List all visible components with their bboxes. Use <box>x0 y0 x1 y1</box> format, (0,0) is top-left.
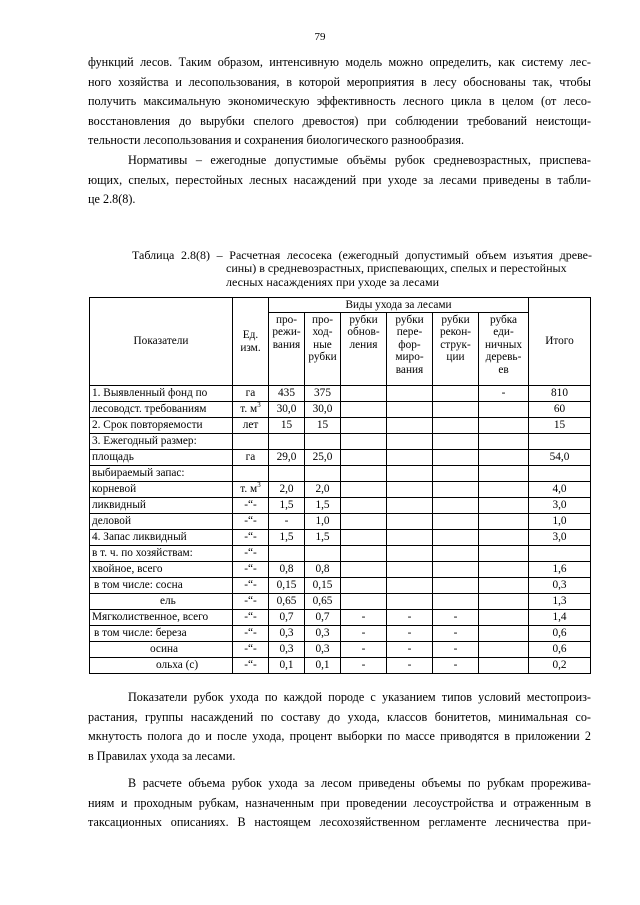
row-unit <box>233 514 269 530</box>
unit-text: -“- <box>244 595 257 608</box>
row-unit <box>233 546 269 562</box>
row-indicator: ликвидный <box>90 498 233 514</box>
unit-text: -“- <box>244 627 257 640</box>
text-line: восстановления до вырубки спелого древостоя) при соблюдении требований неистощи- <box>88 113 591 128</box>
row-value <box>479 514 529 530</box>
row-value <box>341 530 387 546</box>
header-total: Итого <box>529 298 591 386</box>
row-total <box>529 434 591 450</box>
table-row <box>90 434 591 450</box>
table-caption <box>132 249 592 289</box>
row-unit <box>233 402 269 418</box>
row-indicator: Мягколиственное, всего <box>90 610 233 626</box>
text-line: тельности лесопользования и сохранения биологического разнообразия. <box>88 133 465 147</box>
row-value <box>387 386 433 402</box>
row-value: 0,3 <box>269 642 305 658</box>
header-col: рубки пере- фор- миро- вания <box>387 313 433 386</box>
header-indicators: Показатели <box>90 298 233 386</box>
row-indicator: 3. Ежегодный размер: <box>90 434 233 450</box>
row-value <box>479 594 529 610</box>
header-col: рубка еди- ничных деревь- ев <box>479 313 529 386</box>
row-value <box>387 402 433 418</box>
table-row <box>90 482 591 498</box>
row-value: 0,3 <box>269 626 305 642</box>
row-value <box>479 450 529 466</box>
row-value <box>479 642 529 658</box>
row-unit <box>233 434 269 450</box>
header-unit: Ед. изм. <box>233 298 269 386</box>
row-value <box>341 594 387 610</box>
unit-text: т. м <box>240 483 258 496</box>
row-value: - <box>479 386 529 402</box>
text-line: Нормативы – ежегодные допустимые объёмы рубок средневозрастных, приспева- <box>128 153 591 167</box>
row-value <box>341 386 387 402</box>
row-value <box>433 434 479 450</box>
row-value: 1,5 <box>269 530 305 546</box>
table-row <box>90 578 591 594</box>
row-value <box>479 418 529 434</box>
header-col: рубки рекон- струк- ции <box>433 313 479 386</box>
table-row <box>90 386 591 402</box>
row-value <box>479 562 529 578</box>
row-value <box>269 466 305 482</box>
row-value <box>387 562 433 578</box>
table-row <box>90 626 591 642</box>
unit-text: т. м <box>240 403 258 416</box>
row-total: 3,0 <box>529 530 591 546</box>
page-number: 79 <box>314 31 326 43</box>
text-line: це 2.8(8). <box>88 192 136 206</box>
row-total: 0,2 <box>529 658 591 674</box>
row-value <box>269 434 305 450</box>
row-value: - <box>387 642 433 658</box>
row-value: 0,1 <box>269 658 305 674</box>
row-value <box>479 498 529 514</box>
row-unit <box>233 626 269 642</box>
table-row <box>90 642 591 658</box>
table-row <box>90 562 591 578</box>
row-value: 0,8 <box>305 562 341 578</box>
row-value <box>341 546 387 562</box>
caption-line: Таблица 2.8(8) – Расчетная лесосека (ежегодный допустимый объем изъятия древе- <box>132 248 592 262</box>
row-value: - <box>433 658 479 674</box>
row-value: 0,7 <box>305 610 341 626</box>
table-row <box>90 658 591 674</box>
row-value <box>433 466 479 482</box>
row-total: 54,0 <box>529 450 591 466</box>
row-value <box>341 418 387 434</box>
row-value: 0,3 <box>305 626 341 642</box>
row-value: - <box>387 610 433 626</box>
row-value <box>387 594 433 610</box>
row-value: - <box>433 626 479 642</box>
row-value: 15 <box>305 418 341 434</box>
row-value <box>433 594 479 610</box>
row-indicator: хвойное, всего <box>90 562 233 578</box>
table-row <box>90 450 591 466</box>
row-value <box>479 626 529 642</box>
row-total: 0,3 <box>529 578 591 594</box>
table-row <box>90 610 591 626</box>
table-row <box>90 402 591 418</box>
unit-text: -“- <box>244 547 257 560</box>
row-total <box>529 546 591 562</box>
caption-line: лесных насаждениях при уходе за лесами <box>226 274 440 289</box>
row-unit <box>233 594 269 610</box>
row-value <box>387 482 433 498</box>
row-value <box>387 466 433 482</box>
row-value: 0,1 <box>305 658 341 674</box>
row-indicator: деловой <box>90 514 233 530</box>
row-total: 60 <box>529 402 591 418</box>
row-value: 1,5 <box>269 498 305 514</box>
row-value: 0,65 <box>305 594 341 610</box>
row-value <box>387 514 433 530</box>
row-value <box>433 562 479 578</box>
row-value <box>479 530 529 546</box>
row-total: 15 <box>529 418 591 434</box>
row-total: 0,6 <box>529 642 591 658</box>
table-row <box>90 418 591 434</box>
unit-superscript: 3 <box>257 401 261 410</box>
row-total <box>529 466 591 482</box>
row-value: 1,5 <box>305 530 341 546</box>
row-value <box>433 450 479 466</box>
row-total: 810 <box>529 386 591 402</box>
row-unit <box>233 530 269 546</box>
row-value: 29,0 <box>269 450 305 466</box>
row-value <box>341 466 387 482</box>
row-value: 0,8 <box>269 562 305 578</box>
table-row <box>90 530 591 546</box>
header-col: про- режи- вания <box>269 313 305 386</box>
table-row <box>90 498 591 514</box>
text-line: ющих, спелых, перестойных лесных насаждений при уходе за лесами приведены в табли- <box>88 172 591 187</box>
row-value <box>341 562 387 578</box>
row-value: 435 <box>269 386 305 402</box>
text-line: получить максимальную экономическую эффективность лесного цикла в целом (от лесо- <box>88 94 591 108</box>
row-indicator: ель <box>90 594 233 610</box>
unit-text: -“- <box>244 531 257 544</box>
row-total: 1,6 <box>529 562 591 578</box>
paragraph-appendix <box>88 688 591 766</box>
row-indicator: площадь <box>90 450 233 466</box>
text-line: в Правилах ухода за лесами. <box>88 748 236 763</box>
unit-text: -“- <box>244 643 257 656</box>
row-value <box>341 450 387 466</box>
row-value <box>341 498 387 514</box>
row-value <box>305 466 341 482</box>
unit-superscript: 3 <box>257 481 261 490</box>
row-unit <box>233 482 269 498</box>
row-value <box>433 514 479 530</box>
row-value <box>479 434 529 450</box>
row-value: 375 <box>305 386 341 402</box>
header-group: Виды ухода за лесами <box>269 298 529 313</box>
row-indicator: в т. ч. по хозяйствам: <box>90 546 233 562</box>
row-value: - <box>341 626 387 642</box>
text-line: Показатели рубок ухода по каждой породе с указанием типов условий местопроиз- <box>128 690 591 704</box>
row-value: 15 <box>269 418 305 434</box>
row-indicator: 2. Срок повторяемости <box>90 418 233 434</box>
header-col: рубки обнов- ления <box>341 313 387 386</box>
row-value: - <box>433 642 479 658</box>
unit-text: лет <box>242 419 259 432</box>
row-value <box>387 434 433 450</box>
header-col: про- ход- ные рубки <box>305 313 341 386</box>
row-value <box>305 546 341 562</box>
row-value <box>341 434 387 450</box>
row-unit <box>233 418 269 434</box>
row-unit <box>233 450 269 466</box>
table-row <box>90 466 591 482</box>
row-value <box>433 418 479 434</box>
row-value <box>387 498 433 514</box>
row-value <box>479 578 529 594</box>
row-value <box>433 498 479 514</box>
text-line: мкнутость полога до и после ухода, процент выборки по массе приводятся в приложении 2 <box>88 729 591 743</box>
row-value <box>387 578 433 594</box>
row-indicator: осина <box>90 642 233 658</box>
row-value <box>269 546 305 562</box>
text-line: ного хозяйства и лесопользования, в которой мероприятия в лесу обоснованы так, чтобы <box>88 74 591 89</box>
row-value <box>479 402 529 418</box>
row-value <box>387 450 433 466</box>
row-total: 1,3 <box>529 594 591 610</box>
text-line: функций лесов. Таким образом, интенсивную модель можно определить, как систему лес- <box>88 55 591 69</box>
table-header-row <box>90 298 591 313</box>
row-value: 25,0 <box>305 450 341 466</box>
row-value <box>479 466 529 482</box>
unit-text: -“- <box>244 563 257 576</box>
paragraph-calculation <box>88 774 591 833</box>
row-value <box>433 546 479 562</box>
row-value: 0,3 <box>305 642 341 658</box>
row-value: 1,5 <box>305 498 341 514</box>
row-value <box>305 434 341 450</box>
row-value: - <box>341 642 387 658</box>
row-unit <box>233 658 269 674</box>
row-value <box>479 658 529 674</box>
row-total: 1,4 <box>529 610 591 626</box>
text-line: ниям и проходным рубкам, назначенным при проведении лесоустройства и отраженным в <box>88 795 591 810</box>
row-value: 1,0 <box>305 514 341 530</box>
paragraph-intro <box>88 53 591 151</box>
unit-text: -“- <box>244 579 257 592</box>
row-indicator: ольха (с) <box>90 658 233 674</box>
row-value: 0,15 <box>269 578 305 594</box>
row-unit <box>233 642 269 658</box>
text-line: В расчете объема рубок ухода за лесом приведены объемы по рубкам прорежива- <box>128 776 591 790</box>
row-total: 3,0 <box>529 498 591 514</box>
paragraph-norms <box>88 151 591 210</box>
row-value <box>387 546 433 562</box>
row-value <box>341 578 387 594</box>
row-unit <box>233 562 269 578</box>
row-value <box>387 418 433 434</box>
table-row <box>90 546 591 562</box>
row-indicator: выбираемый запас: <box>90 466 233 482</box>
row-value: 30,0 <box>305 402 341 418</box>
unit-text: -“- <box>244 611 257 624</box>
unit-text: -“- <box>244 499 257 512</box>
row-value: 0,65 <box>269 594 305 610</box>
row-value: 2,0 <box>305 482 341 498</box>
table-row <box>90 514 591 530</box>
row-value: - <box>433 610 479 626</box>
row-value: 0,7 <box>269 610 305 626</box>
row-value: - <box>341 658 387 674</box>
row-value <box>341 514 387 530</box>
row-unit <box>233 386 269 402</box>
row-value: 2,0 <box>269 482 305 498</box>
row-value <box>433 482 479 498</box>
row-indicator: 4. Запас ликвидный <box>90 530 233 546</box>
unit-text: га <box>245 387 256 400</box>
row-value <box>479 610 529 626</box>
felling-table <box>89 297 591 674</box>
row-value <box>433 386 479 402</box>
row-value: - <box>387 658 433 674</box>
row-value: 30,0 <box>269 402 305 418</box>
row-indicator: в том числе: береза <box>90 626 233 642</box>
row-total: 4,0 <box>529 482 591 498</box>
row-value: - <box>387 626 433 642</box>
row-value: 0,15 <box>305 578 341 594</box>
row-unit <box>233 610 269 626</box>
row-value: - <box>269 514 305 530</box>
text-line: таксационных описаниях. В настоящем лесохозяйственном регламенте лесничества при- <box>88 815 591 829</box>
row-value <box>433 402 479 418</box>
unit-text: -“- <box>244 515 257 528</box>
row-value <box>433 578 479 594</box>
text-line: растания, группы насаждений по составу до ухода, классов бонитетов, минимальная со- <box>88 709 591 724</box>
row-unit <box>233 466 269 482</box>
unit-text: -“- <box>244 659 257 672</box>
row-total: 0,6 <box>529 626 591 642</box>
row-value <box>479 546 529 562</box>
row-indicator: корневой <box>90 482 233 498</box>
table-row <box>90 594 591 610</box>
row-indicator: в том числе: сосна <box>90 578 233 594</box>
row-value <box>433 530 479 546</box>
row-value <box>479 482 529 498</box>
caption-line: сины) в средневозрастных, приспевающих, спелых и перестойных <box>226 261 567 276</box>
row-unit <box>233 578 269 594</box>
row-value <box>387 530 433 546</box>
row-total: 1,0 <box>529 514 591 530</box>
row-indicator: 1. Выявленный фонд по <box>90 386 233 402</box>
row-value <box>341 482 387 498</box>
row-value: - <box>341 610 387 626</box>
row-unit <box>233 498 269 514</box>
row-value <box>341 402 387 418</box>
row-indicator: лесоводст. требованиям <box>90 402 233 418</box>
unit-text: га <box>245 451 256 464</box>
